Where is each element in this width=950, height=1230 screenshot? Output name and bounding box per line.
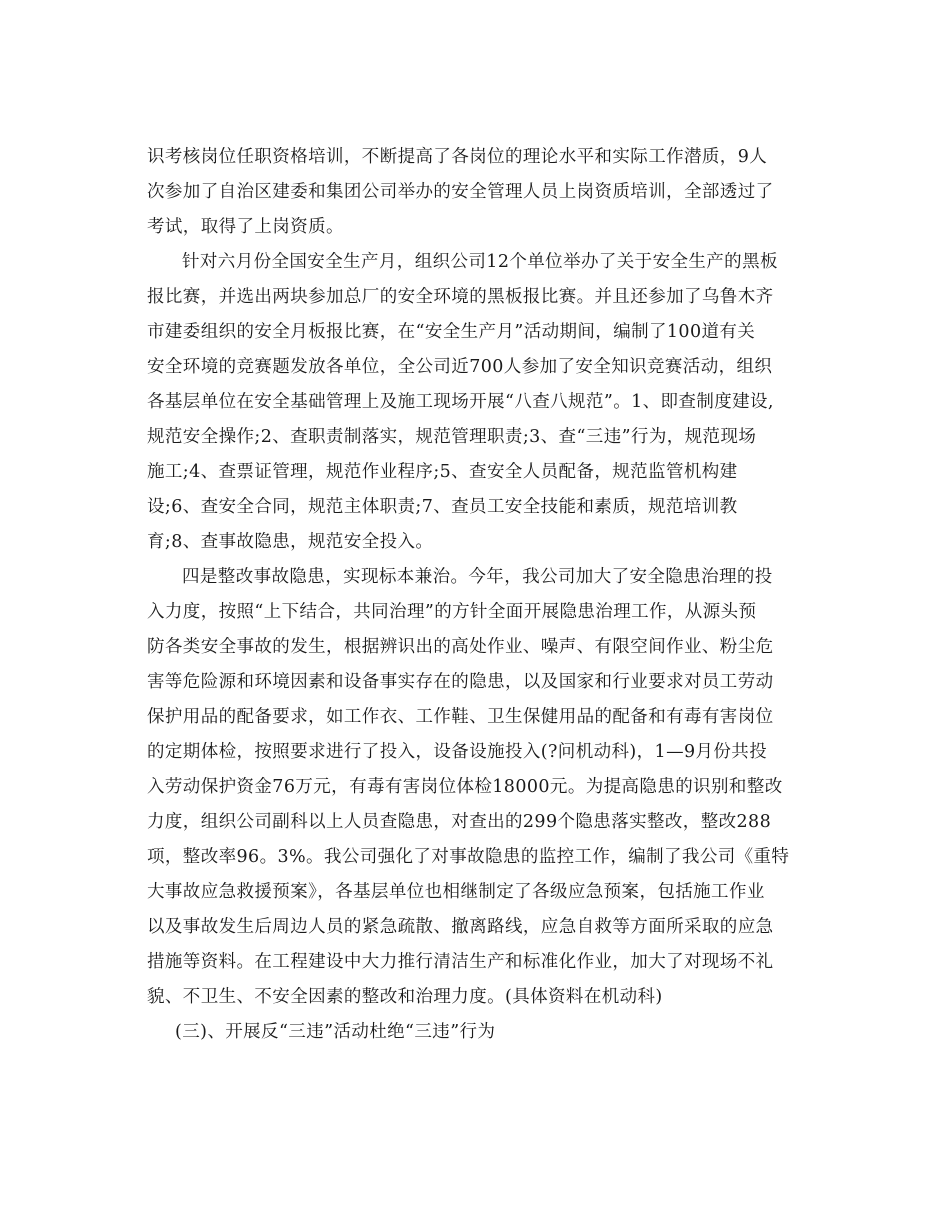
text-line: 育;8、查事故隐患，规范安全投入。 [147, 532, 434, 552]
text-line: 项，整改率96。3%。我公司强化了对事故隐患的监控工作，编制了我公司《重特 [147, 847, 790, 867]
section-heading: (三)、开展反“三违”活动杜绝“三违”行为 [175, 1022, 496, 1042]
text-line: 施工;4、查票证管理，规范作业程序;5、查安全人员配备，规范监管机构建 [147, 462, 738, 482]
text-line: 市建委组织的安全月板报比赛，在“安全生产月”活动期间，编制了100道有关 [147, 322, 756, 342]
text-line: 报比赛，并选出两块参加总厂的安全环境的黑板报比赛。并且还参加了乌鲁木齐 [147, 287, 774, 307]
text-line: 防各类安全事故的发生，根据辨识出的高处作业、噪声、有限空间作业、粉尘危 [147, 637, 774, 657]
text-line: 安全环境的竞赛题发放各单位，全公司近700人参加了安全知识竞赛活动，组织 [147, 357, 773, 377]
text-line: 考试，取得了上岗资质。 [147, 217, 344, 237]
text-line: 次参加了自治区建委和集团公司举办的安全管理人员上岗资质培训，全部透过了 [147, 182, 774, 202]
text-line: 针对六月份全国安全生产月，组织公司12个单位举办了关于安全生产的黑板 [182, 252, 778, 272]
text-line: 四是整改事故隐患，实现标本兼治。今年，我公司加大了安全隐患治理的投 [182, 567, 773, 587]
text-line: 保护用品的配备要求，如工作衣、工作鞋、卫生保健用品的配备和有毒有害岗位 [147, 707, 774, 727]
text-line: 害等危险源和环境因素和设备事实存在的隐患，以及国家和行业要求对员工劳动 [147, 672, 774, 692]
text-line: 的定期体检，按照要求进行了投入，设备设施投入(?问机动科)，1—9月份共投 [147, 742, 768, 762]
text-line: 力度，组织公司副科以上人员查隐患，对查出的299个隐患落实整改，整改288 [147, 812, 772, 832]
text-line: 各基层单位在安全基础管理上及施工现场开展“八查八规范”。1、即查制度建设, [147, 392, 774, 412]
text-line: 入劳动保护资金76万元，有毒有害岗位体检18000元。为提高隐患的识别和整改 [147, 777, 783, 797]
text-line: 入力度，按照“上下结合，共同治理”的方针全面开展隐患治理工作，从源头预 [147, 602, 757, 622]
text-line: 以及事故发生后周边人员的紧急疏散、撤离路线，应急自救等方面所采取的应急 [147, 917, 774, 937]
text-line: 大事故应急救援预案》，各基层单位也相继制定了各级应急预案，包括施工作业 [147, 882, 765, 902]
text-line: 措施等资料。在工程建设中大力推行清洁生产和标准化作业，加大了对现场不礼 [147, 952, 774, 972]
text-line: 识考核岗位任职资格培训，不断提高了各岗位的理论水平和实际工作潜质，9人 [147, 147, 768, 167]
text-line: 规范安全操作;2、查职责制落实，规范管理职责;3、查“三违”行为，规范现场 [147, 427, 757, 447]
text-line: 貌、不卫生、不安全因素的整改和治理力度。(具体资料在机动科) [147, 987, 663, 1007]
text-line: 设;6、查安全合同，规范主体职责;7、查员工安全技能和素质，规范培训教 [147, 497, 738, 517]
